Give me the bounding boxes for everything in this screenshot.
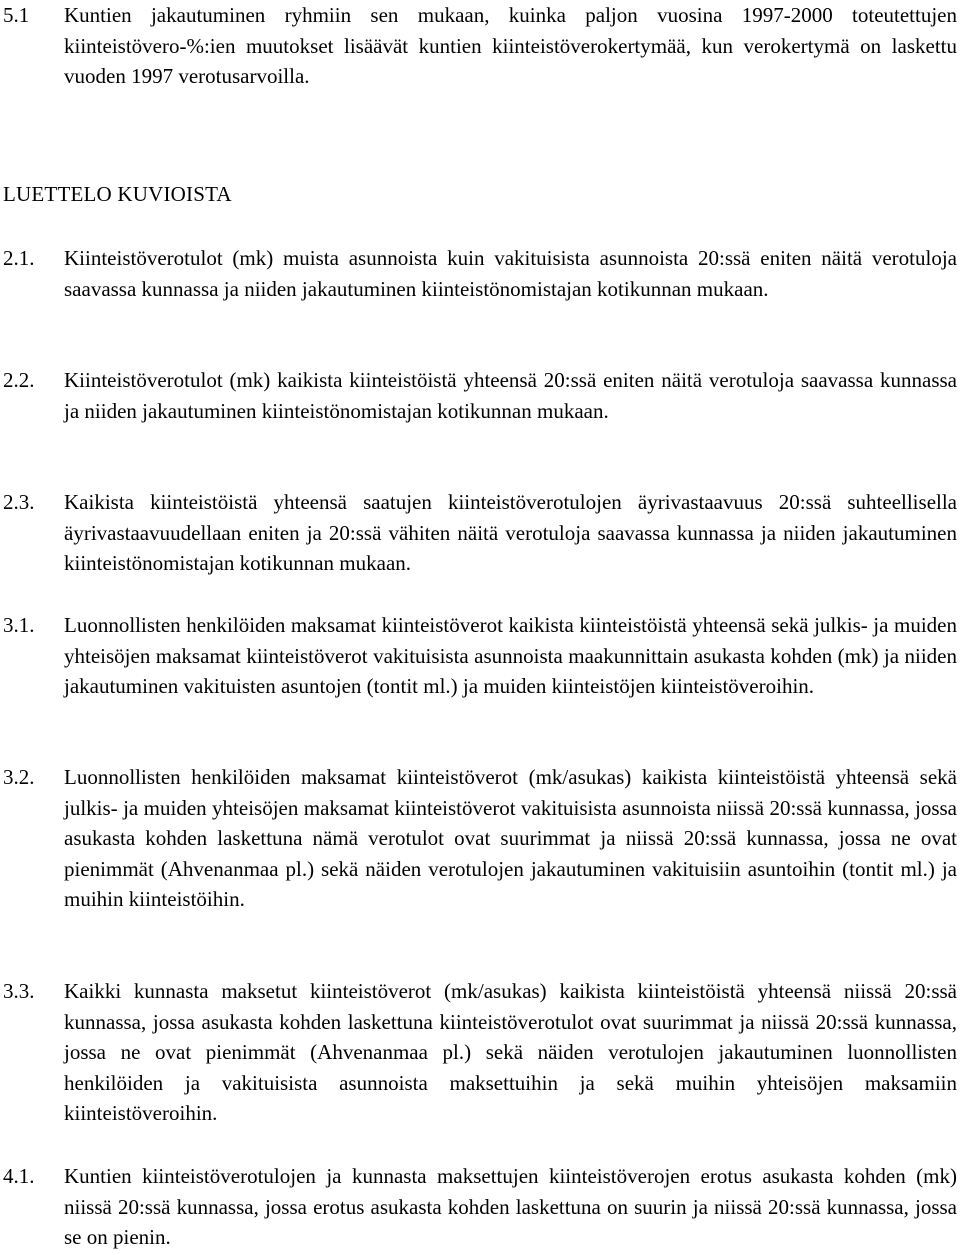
entry-number: 2.1. — [3, 246, 35, 270]
entry-text: Luonnollisten henkilöiden maksamat kiinteistöverot kaikista kiinteistöistä yhteensä sekä julkis- ja muiden yhteisöjen maksamat kiinteistöverot vakituisista asunnoista maakunnittain asukasta kohden (mk) ja niiden jakautuminen vakituisten asuntojen (tontit ml.) ja muiden kiinteistöjen kiinteistöveroihin. — [64, 613, 957, 698]
entry-text: Kaikki kunnasta maksetut kiinteistöverot (mk/asukas) kaikista kiinteistöistä yhteensä niissä 20:ssä kunnassa, jossa asukasta kohden laskettuna kiinteistöverotulot ovat suurimmat ja niissä 20:ssä kunnassa, jossa ne ovat pienimmät (Ahvenanmaa pl.) sekä näiden verotulojen jakautuminen luonnollisten henkilöiden ja vakituisista asunnoista maksettuihin ja sekä muihin yhteisöjen maksamiin kiinteistöveroihin. — [64, 979, 957, 1125]
entry-number: 5.1 — [3, 3, 30, 27]
entry-text: Kiinteistöverotulot (mk) muista asunnoista kuin vakituisista asunnoista 20:ssä eniten näitä verotuloja saavassa kunnassa ja niiden jakautuminen kiinteistönomistajan kotikunnan mukaan. — [64, 246, 957, 301]
entry-number: 2.2. — [3, 368, 35, 392]
entry-number: 4.1. — [3, 1164, 35, 1188]
entry-number: 3.1. — [3, 613, 35, 637]
entry-text: Kuntien kiinteistöverotulojen ja kunnasta maksettujen kiinteistöverojen erotus asukasta kohden (mk) niissä 20:ssä kunnassa, jossa erotus asukasta kohden laskettuna on suurin ja niissä 20:ssä kunnassa, jossa se on pienin. — [64, 1164, 957, 1249]
entry-number: 2.3. — [3, 490, 35, 514]
entry-text: Kiinteistöverotulot (mk) kaikista kiinteistöistä yhteensä 20:ssä eniten näitä verotuloja saavassa kunnassa ja niiden jakautuminen kiinteistönomistajan kotikunnan mukaan. — [64, 368, 957, 423]
entry-text: Kaikista kiinteistöistä yhteensä saatujen kiinteistöverotulojen äyrivastaavuus 20:ssä suhteellisella äyrivastaavuudellaan eniten ja 20:ssä vähiten näitä verotuloja saavassa kunnassa ja niiden jakautuminen kiinteistönomistajan kotikunnan mukaan. — [64, 490, 957, 575]
entry-text: Luonnollisten henkilöiden maksamat kiinteistöverot (mk/asukas) kaikista kiinteistöistä yhteensä sekä julkis- ja muiden yhteisöjen maksamat kiinteistöverot vakituisista asunnoista niissä 20:ssä kunnassa, jossa asukasta kohden laskettuna nämä verotulot ovat suurimmat ja niissä 20:ssä kunnassa, jossa ne ovat pienimmät (Ahvenanmaa pl.) sekä näiden verotulojen jakautuminen vakituisiin asuntoihin (tontit ml.) ja muihin kiinteistöihin. — [64, 765, 957, 911]
entry-number: 3.2. — [3, 765, 35, 789]
entry-number: 3.3. — [3, 979, 35, 1003]
entry-text: Kuntien jakautuminen ryhmiin sen mukaan, kuinka paljon vuosina 1997-2000 toteutettujen kiinteistövero-%:ien muutokset lisäävät kuntien kiinteistöverokertymää, kun verokertymä on laskettu vuoden 1997 verotusarvoilla. — [64, 3, 957, 88]
section-heading: LUETTELO KUVIOISTA — [3, 182, 232, 206]
